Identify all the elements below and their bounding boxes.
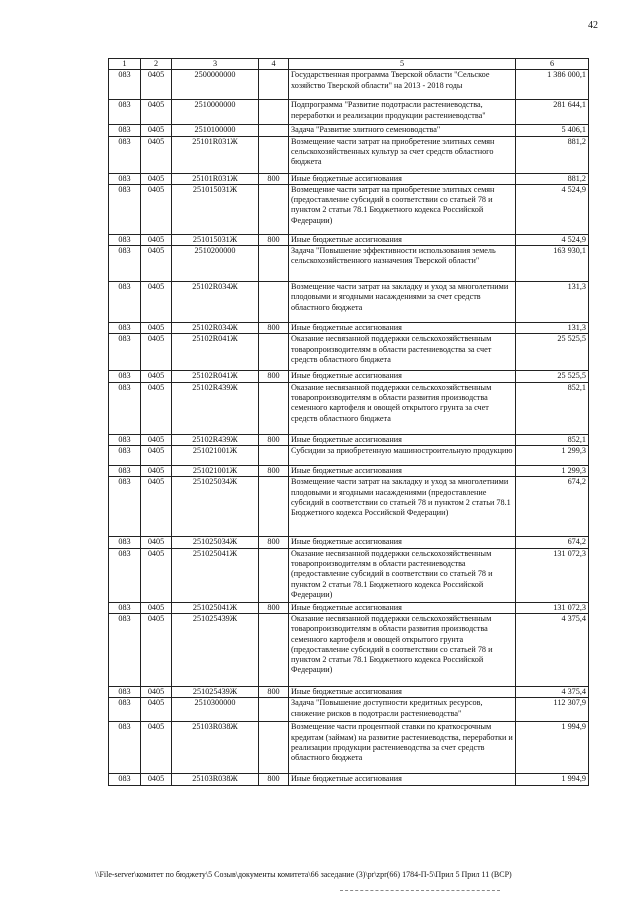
ministry-code-cell: 083 <box>109 334 141 371</box>
expense-type-cell: 800 <box>259 537 289 548</box>
expense-type-cell <box>259 613 289 686</box>
table-row <box>109 323 589 334</box>
column-header: 4 <box>259 59 289 70</box>
section-code-cell: 0405 <box>141 698 172 722</box>
expense-type-cell <box>259 477 289 537</box>
target-article-cell: 251025439Ж <box>172 613 259 686</box>
divider <box>340 890 500 891</box>
ministry-code-cell: 083 <box>109 774 141 785</box>
amount-cell: 1 386 000,1 <box>516 70 589 100</box>
target-article-cell: 2510200000 <box>172 246 259 282</box>
section-code-cell: 0405 <box>141 246 172 282</box>
ministry-code-cell: 083 <box>109 537 141 548</box>
table-row <box>109 434 589 445</box>
amount-cell: 881,2 <box>516 136 589 173</box>
target-article-cell: 2510100000 <box>172 125 259 136</box>
description-cell: Задача "Развитие элитного семеноводства" <box>289 125 516 136</box>
amount-cell: 131,3 <box>516 282 589 323</box>
description-cell: Возмещение части затрат на закладку и уход за многолетними плодовыми и ягодными насаждениями (предоставление субсидий в соответствии со статьей 78 и пунктом 2 статьи 78.1 Бюджетного кодекса Российской Федерации) <box>289 477 516 537</box>
description-cell: Возмещение части затрат на приобретение элитных семян сельскохозяйственных культур за счет средств областного бюджета <box>289 136 516 173</box>
expense-type-cell: 800 <box>259 323 289 334</box>
expense-type-cell: 800 <box>259 234 289 245</box>
target-article-cell: 25102R041Ж <box>172 334 259 371</box>
section-code-cell: 0405 <box>141 548 172 602</box>
ministry-code-cell: 083 <box>109 100 141 125</box>
ministry-code-cell: 083 <box>109 548 141 602</box>
description-cell: Субсидии за приобретенную машиностроительную продукцию <box>289 446 516 466</box>
ministry-code-cell: 083 <box>109 613 141 686</box>
section-code-cell: 0405 <box>141 613 172 686</box>
table-row <box>109 282 589 323</box>
target-article-cell: 25101R031Ж <box>172 136 259 173</box>
expense-type-cell <box>259 382 289 434</box>
target-article-cell: 25103R038Ж <box>172 774 259 785</box>
expense-type-cell: 800 <box>259 434 289 445</box>
table-row <box>109 173 589 184</box>
section-code-cell: 0405 <box>141 466 172 477</box>
section-code-cell: 0405 <box>141 184 172 234</box>
table-row <box>109 477 589 537</box>
amount-cell: 674,2 <box>516 477 589 537</box>
ministry-code-cell: 083 <box>109 686 141 697</box>
section-code-cell: 0405 <box>141 371 172 382</box>
amount-cell: 131 072,3 <box>516 548 589 602</box>
budget-table <box>108 58 589 786</box>
table-row <box>109 548 589 602</box>
amount-cell: 25 525,5 <box>516 371 589 382</box>
target-article-cell: 251015031Ж <box>172 234 259 245</box>
amount-cell: 25 525,5 <box>516 334 589 371</box>
column-header: 2 <box>141 59 172 70</box>
table-row <box>109 446 589 466</box>
ministry-code-cell: 083 <box>109 446 141 466</box>
target-article-cell: 2510300000 <box>172 698 259 722</box>
table-row <box>109 613 589 686</box>
section-code-cell: 0405 <box>141 774 172 785</box>
description-cell: Иные бюджетные ассигнования <box>289 537 516 548</box>
description-cell: Оказание несвязанной поддержки сельскохозяйственным товаропроизводителям в области развития производства семенного картофеля и овощей открытого грунта за счет средств областного бюджета <box>289 382 516 434</box>
ministry-code-cell: 083 <box>109 136 141 173</box>
expense-type-cell <box>259 722 289 774</box>
amount-cell: 1 994,9 <box>516 722 589 774</box>
column-header: 1 <box>109 59 141 70</box>
target-article-cell: 251025439Ж <box>172 686 259 697</box>
section-code-cell: 0405 <box>141 686 172 697</box>
expense-type-cell <box>259 246 289 282</box>
expense-type-cell <box>259 100 289 125</box>
description-cell: Возмещение части процентной ставки по краткосрочным кредитам (займам) на развитие растениеводства, переработки и реализации продукции растениеводства за счет средств областного бюджета <box>289 722 516 774</box>
ministry-code-cell: 083 <box>109 434 141 445</box>
table-row <box>109 246 589 282</box>
expense-type-cell <box>259 184 289 234</box>
target-article-cell: 251025034Ж <box>172 477 259 537</box>
expense-type-cell <box>259 125 289 136</box>
page-number: 42 <box>588 20 598 31</box>
amount-cell: 881,2 <box>516 173 589 184</box>
section-code-cell: 0405 <box>141 602 172 613</box>
section-code-cell: 0405 <box>141 282 172 323</box>
ministry-code-cell: 083 <box>109 282 141 323</box>
section-code-cell: 0405 <box>141 234 172 245</box>
table-row <box>109 382 589 434</box>
ministry-code-cell: 083 <box>109 323 141 334</box>
section-code-cell: 0405 <box>141 537 172 548</box>
ministry-code-cell: 083 <box>109 70 141 100</box>
section-code-cell: 0405 <box>141 136 172 173</box>
table-row <box>109 100 589 125</box>
amount-cell: 4 375,4 <box>516 613 589 686</box>
expense-type-cell: 800 <box>259 466 289 477</box>
table-row <box>109 774 589 785</box>
amount-cell: 852,1 <box>516 382 589 434</box>
table-row <box>109 136 589 173</box>
target-article-cell: 251025041Ж <box>172 602 259 613</box>
table-row <box>109 722 589 774</box>
ministry-code-cell: 083 <box>109 466 141 477</box>
target-article-cell: 251025041Ж <box>172 548 259 602</box>
description-cell: Иные бюджетные ассигнования <box>289 466 516 477</box>
table-row <box>109 125 589 136</box>
target-article-cell: 25102R034Ж <box>172 323 259 334</box>
table-row <box>109 537 589 548</box>
description-cell: Иные бюджетные ассигнования <box>289 686 516 697</box>
target-article-cell: 25103R038Ж <box>172 722 259 774</box>
expense-type-cell <box>259 334 289 371</box>
table-row <box>109 234 589 245</box>
description-cell: Задача "Повышение доступности кредитных ресурсов, снижение рисков в подотрасли растениеводства" <box>289 698 516 722</box>
amount-cell: 131 072,3 <box>516 602 589 613</box>
description-cell: Возмещение части затрат на закладку и уход за многолетними плодовыми и ягодными насаждениями за счет средств областного бюджета <box>289 282 516 323</box>
section-code-cell: 0405 <box>141 125 172 136</box>
ministry-code-cell: 083 <box>109 234 141 245</box>
target-article-cell: 251025034Ж <box>172 537 259 548</box>
section-code-cell: 0405 <box>141 722 172 774</box>
amount-cell: 112 307,9 <box>516 698 589 722</box>
target-article-cell: 2500000000 <box>172 70 259 100</box>
ministry-code-cell: 083 <box>109 698 141 722</box>
amount-cell: 5 406,1 <box>516 125 589 136</box>
section-code-cell: 0405 <box>141 446 172 466</box>
description-cell: Иные бюджетные ассигнования <box>289 434 516 445</box>
target-article-cell: 251015031Ж <box>172 184 259 234</box>
expense-type-cell <box>259 548 289 602</box>
expense-type-cell: 800 <box>259 371 289 382</box>
section-code-cell: 0405 <box>141 334 172 371</box>
table-row <box>109 602 589 613</box>
amount-cell: 281 644,1 <box>516 100 589 125</box>
target-article-cell: 25102R041Ж <box>172 371 259 382</box>
ministry-code-cell: 083 <box>109 602 141 613</box>
description-cell: Оказание несвязанной поддержки сельскохозяйственным товаропроизводителям в области растениеводства за счет средств областного бюджета <box>289 334 516 371</box>
description-cell: Иные бюджетные ассигнования <box>289 173 516 184</box>
description-cell: Государственная программа Тверской области "Сельское хозяйство Тверской области" на 2013 - 2018 годы <box>289 70 516 100</box>
expense-type-cell <box>259 136 289 173</box>
section-code-cell: 0405 <box>141 173 172 184</box>
table-row <box>109 334 589 371</box>
table-row <box>109 70 589 100</box>
expense-type-cell: 800 <box>259 686 289 697</box>
amount-cell: 4 524,9 <box>516 184 589 234</box>
table-row <box>109 184 589 234</box>
target-article-cell: 2510000000 <box>172 100 259 125</box>
table-row <box>109 371 589 382</box>
section-code-cell: 0405 <box>141 382 172 434</box>
expense-type-cell <box>259 698 289 722</box>
ministry-code-cell: 083 <box>109 184 141 234</box>
amount-cell: 674,2 <box>516 537 589 548</box>
ministry-code-cell: 083 <box>109 125 141 136</box>
expense-type-cell: 800 <box>259 173 289 184</box>
section-code-cell: 0405 <box>141 70 172 100</box>
header-row <box>109 59 589 70</box>
amount-cell: 4 375,4 <box>516 686 589 697</box>
section-code-cell: 0405 <box>141 477 172 537</box>
amount-cell: 1 299,3 <box>516 446 589 466</box>
target-article-cell: 25102R034Ж <box>172 282 259 323</box>
table-row <box>109 686 589 697</box>
description-cell: Иные бюджетные ассигнования <box>289 323 516 334</box>
target-article-cell: 25102R439Ж <box>172 434 259 445</box>
section-code-cell: 0405 <box>141 100 172 125</box>
ministry-code-cell: 083 <box>109 477 141 537</box>
amount-cell: 852,1 <box>516 434 589 445</box>
expense-type-cell: 800 <box>259 774 289 785</box>
target-article-cell: 251021001Ж <box>172 466 259 477</box>
expense-type-cell: 800 <box>259 602 289 613</box>
section-code-cell: 0405 <box>141 323 172 334</box>
amount-cell: 1 299,3 <box>516 466 589 477</box>
ministry-code-cell: 083 <box>109 371 141 382</box>
description-cell: Оказание несвязанной поддержки сельскохозяйственным товаропроизводителям в области развития производства семенного картофеля и овощей открытого грунта (предоставление субсидий в соответствии со статьей 78 и пунктом 2 статьи 78.1 Бюджетного кодекса Российской Федерации) <box>289 613 516 686</box>
target-article-cell: 25102R439Ж <box>172 382 259 434</box>
expense-type-cell <box>259 446 289 466</box>
file-path-footer: \\File-server\комитет по бюджету\5 Созыв\документы комитета\66 заседание (3)\pr\zpr(66) 1784-П-5\Прил 5 Прил 11 (ВСР) <box>95 870 512 879</box>
description-cell: Оказание несвязанной поддержки сельскохозяйственным товаропроизводителям в области растениеводства (предоставление субсидий в соответствии со статьей 78 и пунктом 2 статьи 78.1 Бюджетного кодекса Российской Федерации) <box>289 548 516 602</box>
amount-cell: 163 930,1 <box>516 246 589 282</box>
target-article-cell: 25101R031Ж <box>172 173 259 184</box>
amount-cell: 1 994,9 <box>516 774 589 785</box>
column-header: 6 <box>516 59 589 70</box>
target-article-cell: 251021001Ж <box>172 446 259 466</box>
description-cell: Иные бюджетные ассигнования <box>289 234 516 245</box>
ministry-code-cell: 083 <box>109 173 141 184</box>
expense-type-cell <box>259 70 289 100</box>
description-cell: Задача "Повышение эффективности использования земель сельскохозяйственного назначения Тверской области" <box>289 246 516 282</box>
table-row <box>109 698 589 722</box>
column-header: 5 <box>289 59 516 70</box>
ministry-code-cell: 083 <box>109 382 141 434</box>
column-header: 3 <box>172 59 259 70</box>
amount-cell: 4 524,9 <box>516 234 589 245</box>
table-row <box>109 466 589 477</box>
description-cell: Возмещение части затрат на приобретение элитных семян (предоставление субсидий в соответствии со статьей 78 и пунктом 2 статьи 78.1 Бюджетного кодекса Российской Федерации) <box>289 184 516 234</box>
description-cell: Иные бюджетные ассигнования <box>289 602 516 613</box>
ministry-code-cell: 083 <box>109 722 141 774</box>
expense-type-cell <box>259 282 289 323</box>
description-cell: Иные бюджетные ассигнования <box>289 371 516 382</box>
section-code-cell: 0405 <box>141 434 172 445</box>
amount-cell: 131,3 <box>516 323 589 334</box>
ministry-code-cell: 083 <box>109 246 141 282</box>
description-cell: Иные бюджетные ассигнования <box>289 774 516 785</box>
description-cell: Подпрограмма "Развитие подотрасли растениеводства, переработки и реализации продукции растениеводства" <box>289 100 516 125</box>
